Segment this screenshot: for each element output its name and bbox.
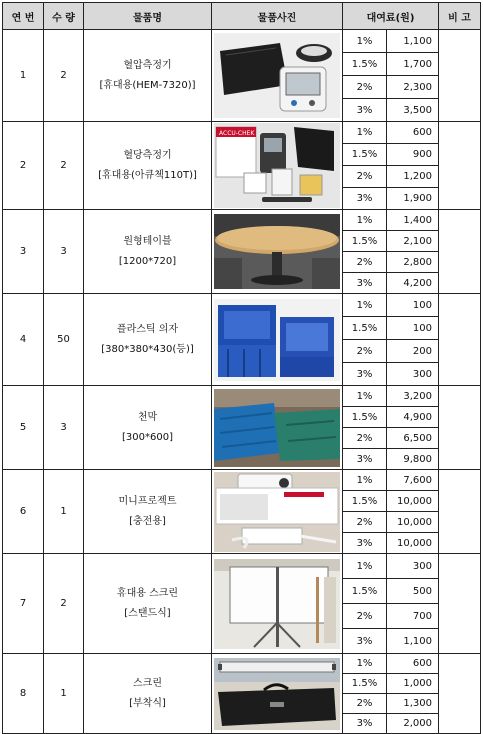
- item-spec: [충전용]: [129, 515, 166, 527]
- header-item: 물품명: [84, 3, 212, 30]
- item-photo-cell: [212, 554, 343, 654]
- item-quantity: 3: [44, 210, 84, 294]
- item-quantity: 2: [44, 554, 84, 654]
- rental-fee: 6,500: [387, 428, 439, 449]
- rate-percent: 1%: [343, 470, 387, 491]
- rental-fee: 300: [387, 363, 439, 386]
- rate-percent: 1%: [343, 554, 387, 579]
- item-name-cell: [84, 30, 212, 122]
- rate-percent: 2%: [343, 428, 387, 449]
- item-photo-cell: [212, 654, 343, 734]
- blood-glucose-meter-photo: [214, 123, 340, 208]
- accu-chek-label: ACCU-CHEK: [219, 130, 255, 137]
- item-name-cell: [84, 470, 212, 554]
- rate-percent: 2%: [343, 694, 387, 714]
- item-name-cell: [84, 122, 212, 210]
- item-name-cell: [84, 210, 212, 294]
- item-spec: [380*380*430(등)]: [101, 343, 194, 355]
- rate-percent: 2%: [343, 512, 387, 533]
- rate-percent: 1.5%: [343, 231, 387, 252]
- rate-percent: 1%: [343, 210, 387, 231]
- item-spec: [휴대용(HEM-7320)]: [99, 79, 196, 91]
- table-row: [3, 210, 481, 231]
- rental-fee: 4,200: [387, 273, 439, 294]
- item-note: [439, 210, 481, 294]
- item-spec: [휴대용(아큐첵110T)]: [98, 169, 197, 181]
- item-name-cell: [84, 294, 212, 386]
- rental-fee: 500: [387, 579, 439, 604]
- rental-fee: 200: [387, 340, 439, 363]
- item-name: 스크린: [133, 677, 162, 689]
- item-number: 6: [3, 470, 44, 554]
- item-name-cell: [84, 654, 212, 734]
- rental-fee: 2,000: [387, 714, 439, 734]
- item-quantity: 3: [44, 386, 84, 470]
- rate-percent: 2%: [343, 252, 387, 273]
- item-quantity: 2: [44, 30, 84, 122]
- rental-fee: 100: [387, 317, 439, 340]
- rental-fee: 100: [387, 294, 439, 317]
- plastic-chairs-photo: [214, 299, 340, 381]
- rental-fee: 700: [387, 604, 439, 629]
- rate-percent: 3%: [343, 629, 387, 654]
- rate-percent: 3%: [343, 99, 387, 122]
- item-spec: [1200*720]: [118, 255, 177, 267]
- item-name-cell: [84, 554, 212, 654]
- item-name: 미니프로젝트: [118, 495, 177, 507]
- rental-fee: 1,000: [387, 674, 439, 694]
- item-quantity: 50: [44, 294, 84, 386]
- header-qty: 수 량: [44, 3, 84, 30]
- rate-percent: 3%: [343, 449, 387, 470]
- rental-fee: 2,300: [387, 76, 439, 99]
- item-spec: [300*600]: [122, 431, 173, 443]
- table-row: [3, 470, 481, 491]
- table-row: [3, 294, 481, 317]
- item-note: [439, 554, 481, 654]
- rate-percent: 3%: [343, 363, 387, 386]
- table-row: [3, 654, 481, 674]
- rental-fee: 9,800: [387, 449, 439, 470]
- rental-fee: 2,100: [387, 231, 439, 252]
- table-row: [3, 386, 481, 407]
- header-no: 연 번: [3, 3, 44, 30]
- rate-percent: 1.5%: [343, 491, 387, 512]
- rental-fee: 1,900: [387, 188, 439, 210]
- item-number: 4: [3, 294, 44, 386]
- table-row: [3, 30, 481, 53]
- item-quantity: 2: [44, 122, 84, 210]
- rate-percent: 1.5%: [343, 674, 387, 694]
- item-note: [439, 654, 481, 734]
- rate-percent: 1%: [343, 654, 387, 674]
- rate-percent: 1%: [343, 294, 387, 317]
- rental-fee: 600: [387, 122, 439, 144]
- rental-fee: 1,300: [387, 694, 439, 714]
- item-photo-cell: [212, 470, 343, 554]
- item-number: 8: [3, 654, 44, 734]
- item-name: 플라스틱 의자: [116, 323, 179, 335]
- rental-fee: 7,600: [387, 470, 439, 491]
- wall-screen-photo: [214, 658, 340, 730]
- rate-percent: 1.5%: [343, 579, 387, 604]
- table-body: [3, 30, 481, 734]
- item-number: 3: [3, 210, 44, 294]
- item-note: [439, 470, 481, 554]
- rental-items-table-wrapper: [2, 2, 480, 734]
- rental-fee: 600: [387, 654, 439, 674]
- rate-percent: 3%: [343, 273, 387, 294]
- rental-fee: 1,700: [387, 53, 439, 76]
- item-spec: [부착식]: [129, 697, 166, 709]
- rate-percent: 1.5%: [343, 317, 387, 340]
- rental-fee: 1,200: [387, 166, 439, 188]
- item-spec: [스탠드식]: [124, 607, 171, 619]
- item-photo-cell: [212, 122, 343, 210]
- rate-percent: 2%: [343, 340, 387, 363]
- header-row: [3, 3, 481, 30]
- rate-percent: 2%: [343, 166, 387, 188]
- rental-fee: 10,000: [387, 533, 439, 554]
- table-row: [3, 122, 481, 144]
- item-name-cell: [84, 386, 212, 470]
- portable-screen-photo: [214, 559, 340, 649]
- rate-percent: 3%: [343, 188, 387, 210]
- rental-fee: 900: [387, 144, 439, 166]
- rate-percent: 1%: [343, 122, 387, 144]
- item-photo-cell: [212, 210, 343, 294]
- item-name: 천막: [137, 411, 158, 423]
- rental-fee: 1,100: [387, 629, 439, 654]
- rate-percent: 1%: [343, 30, 387, 53]
- item-name: 혈당측정기: [123, 149, 172, 161]
- round-table-photo: [214, 214, 340, 289]
- header-note: 비 고: [439, 3, 481, 30]
- item-quantity: 1: [44, 654, 84, 734]
- rate-percent: 1.5%: [343, 407, 387, 428]
- rental-fee: 300: [387, 554, 439, 579]
- rate-percent: 1%: [343, 386, 387, 407]
- rate-percent: 1.5%: [343, 53, 387, 76]
- rate-percent: 3%: [343, 533, 387, 554]
- item-number: 5: [3, 386, 44, 470]
- item-note: [439, 386, 481, 470]
- item-name: 휴대용 스크린: [116, 587, 179, 599]
- rate-percent: 3%: [343, 714, 387, 734]
- rental-fee: 10,000: [387, 512, 439, 533]
- rental-fee: 10,000: [387, 491, 439, 512]
- item-note: [439, 122, 481, 210]
- blood-pressure-monitor-photo: [214, 33, 340, 118]
- item-note: [439, 30, 481, 122]
- item-note: [439, 294, 481, 386]
- item-number: 2: [3, 122, 44, 210]
- table-row: [3, 554, 481, 579]
- rental-fee: 1,100: [387, 30, 439, 53]
- rental-fee: 4,900: [387, 407, 439, 428]
- item-photo-cell: [212, 294, 343, 386]
- rate-percent: 2%: [343, 604, 387, 629]
- header-photo: 물품사진: [212, 3, 343, 30]
- item-quantity: 1: [44, 470, 84, 554]
- item-photo-cell: [212, 30, 343, 122]
- rental-fee: 3,500: [387, 99, 439, 122]
- rate-percent: 2%: [343, 76, 387, 99]
- rental-items-table: [2, 2, 481, 734]
- rate-percent: 1.5%: [343, 144, 387, 166]
- tent-canopy-photo: [214, 389, 340, 467]
- rental-fee: 1,400: [387, 210, 439, 231]
- item-number: 7: [3, 554, 44, 654]
- item-number: 1: [3, 30, 44, 122]
- rental-fee: 2,800: [387, 252, 439, 273]
- item-photo-cell: [212, 386, 343, 470]
- rental-fee: 3,200: [387, 386, 439, 407]
- header-fee: 대여료(원): [343, 3, 439, 30]
- item-name: 혈압측정기: [123, 59, 172, 71]
- mini-projector-photo: [214, 472, 340, 552]
- item-name: 원형테이블: [123, 235, 172, 247]
